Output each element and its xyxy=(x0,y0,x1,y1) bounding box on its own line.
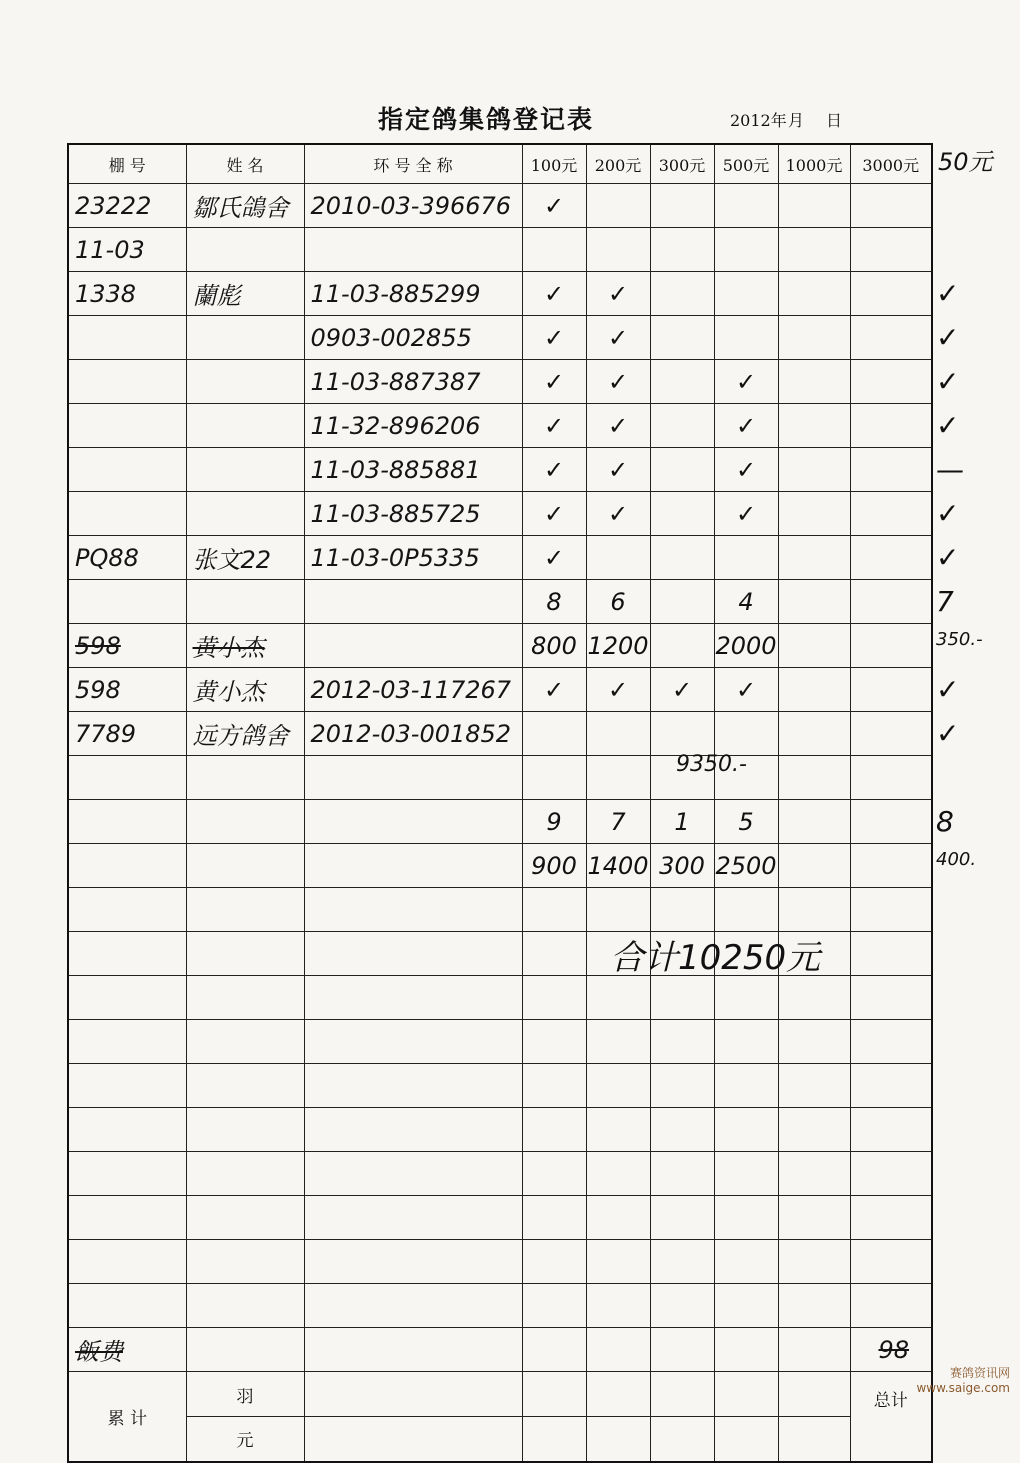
amount-c1000-cell xyxy=(778,404,850,448)
amount-c500-cell: 5 xyxy=(714,800,778,844)
amount-c200-cell xyxy=(586,536,650,580)
ring-cell: 2012-03-117267 xyxy=(304,668,522,712)
amount-c300-cell xyxy=(650,492,714,536)
amount-c500-cell: 2000 xyxy=(714,624,778,668)
name-cell: 黄小杰 xyxy=(186,668,304,712)
name-cell: 鄒氏鴿舍 xyxy=(186,184,304,228)
extra-50-cell: ✓ xyxy=(936,717,960,750)
ring-cell: 11-03-0P5335 xyxy=(304,536,522,580)
col-ring: 环 号 全 称 xyxy=(304,144,522,184)
amount-c100-cell: ✓ xyxy=(522,404,586,448)
amount-c300-cell xyxy=(650,316,714,360)
amount-c100-cell xyxy=(522,228,586,272)
ring-cell xyxy=(304,844,522,888)
name-cell: 黄小杰 xyxy=(186,624,304,668)
amount-c3000-cell xyxy=(850,404,932,448)
amount-c300-cell xyxy=(650,536,714,580)
amount-c300-cell xyxy=(650,228,714,272)
amount-c200-cell xyxy=(586,756,650,800)
amount-c500-cell: ✓ xyxy=(714,668,778,712)
table-row xyxy=(68,272,932,316)
amount-c1000-cell xyxy=(778,756,850,800)
table-row xyxy=(68,492,932,536)
amount-c500-cell: ✓ xyxy=(714,404,778,448)
amount-c200-cell xyxy=(586,184,650,228)
table-row-blank xyxy=(68,1240,932,1284)
loft-cell: PQ88 xyxy=(68,536,186,580)
amount-c3000-cell xyxy=(850,448,932,492)
col-300: 300元 xyxy=(650,144,714,184)
col-1000: 1000元 xyxy=(778,144,850,184)
date-day: 日 xyxy=(826,111,843,130)
amount-c3000-cell xyxy=(850,492,932,536)
ring-cell: 11-03-885299 xyxy=(304,272,522,316)
yuan-label: 元 xyxy=(186,1417,304,1462)
amount-c500-cell xyxy=(714,228,778,272)
amount-c100-cell: ✓ xyxy=(522,536,586,580)
amount-c1000-cell xyxy=(778,228,850,272)
amount-c500-cell: 4 xyxy=(714,580,778,624)
amount-c3000-cell xyxy=(850,360,932,404)
loft-cell: 7789 xyxy=(68,712,186,756)
amount-c200-cell: ✓ xyxy=(586,360,650,404)
table-row xyxy=(68,800,932,844)
amount-c500-cell xyxy=(714,272,778,316)
amount-c200-cell xyxy=(586,712,650,756)
amount-c100-cell: 800 xyxy=(522,624,586,668)
col-500: 500元 xyxy=(714,144,778,184)
loft-cell: 598 xyxy=(68,668,186,712)
fee-row xyxy=(68,1328,932,1372)
name-cell xyxy=(186,492,304,536)
loft-cell xyxy=(68,756,186,800)
table-row xyxy=(68,448,932,492)
ring-cell xyxy=(304,756,522,800)
loft-cell xyxy=(68,492,186,536)
amount-c1000-cell xyxy=(778,448,850,492)
col-name: 姓 名 xyxy=(186,144,304,184)
amount-c3000-cell xyxy=(850,624,932,668)
amount-c200-cell: 1200 xyxy=(586,624,650,668)
amount-c1000-cell xyxy=(778,272,850,316)
amount-c1000-cell xyxy=(778,536,850,580)
table-row xyxy=(68,756,932,800)
col-loft: 棚 号 xyxy=(68,144,186,184)
amount-c1000-cell xyxy=(778,800,850,844)
amount-c300-cell xyxy=(650,360,714,404)
amount-c500-cell xyxy=(714,536,778,580)
table-row-blank xyxy=(68,888,932,932)
loft-cell: 11-03 xyxy=(68,228,186,272)
amount-c1000-cell xyxy=(778,668,850,712)
amount-c200-cell: ✓ xyxy=(586,272,650,316)
amount-c100-cell: ✓ xyxy=(522,360,586,404)
extra-50-cell: ✓ xyxy=(936,321,960,354)
name-cell xyxy=(186,404,304,448)
registration-table xyxy=(67,143,933,1463)
extra-50-cell: ✓ xyxy=(936,497,960,530)
amount-c300-cell xyxy=(650,580,714,624)
amount-c3000-cell xyxy=(850,536,932,580)
cumulative-row-feather xyxy=(68,1372,932,1417)
amount-c100-cell: ✓ xyxy=(522,272,586,316)
loft-cell: 598 xyxy=(68,624,186,668)
table-row xyxy=(68,844,932,888)
feather-label: 羽 xyxy=(186,1372,304,1417)
amount-c300-cell: 300 xyxy=(650,844,714,888)
amount-c200-cell: ✓ xyxy=(586,492,650,536)
amount-c1000-cell xyxy=(778,712,850,756)
amount-c500-cell xyxy=(714,316,778,360)
subtotal-note: 9350.- xyxy=(676,752,747,777)
loft-cell xyxy=(68,404,186,448)
watermark-url: www.saige.com xyxy=(916,1381,1010,1395)
total-label: 总计 xyxy=(850,1372,932,1462)
loft-cell xyxy=(68,800,186,844)
amount-c3000-cell xyxy=(850,184,932,228)
loft-cell xyxy=(68,360,186,404)
ring-cell xyxy=(304,624,522,668)
loft-cell: 1338 xyxy=(68,272,186,316)
ring-cell xyxy=(304,800,522,844)
amount-c3000-cell xyxy=(850,756,932,800)
amount-c300-cell xyxy=(650,624,714,668)
amount-c200-cell: ✓ xyxy=(586,316,650,360)
grand-total-note: 合计10250元 xyxy=(610,938,821,978)
amount-c3000-cell xyxy=(850,316,932,360)
name-cell xyxy=(186,360,304,404)
name-cell: 远方鸽舍 xyxy=(186,712,304,756)
col-200: 200元 xyxy=(586,144,650,184)
amount-c200-cell xyxy=(586,228,650,272)
amount-c1000-cell xyxy=(778,492,850,536)
name-cell: 张文22 xyxy=(186,536,304,580)
loft-cell: 23222 xyxy=(68,184,186,228)
amount-c100-cell: 900 xyxy=(522,844,586,888)
cumulative-label: 累 计 xyxy=(68,1372,186,1462)
extra-column-header: 50元 xyxy=(938,148,993,176)
watermark-name: 赛鸽资讯网 xyxy=(949,1366,1010,1380)
name-cell xyxy=(186,316,304,360)
table-row-blank xyxy=(68,1152,932,1196)
ring-cell: 11-03-885881 xyxy=(304,448,522,492)
amount-c500-cell: ✓ xyxy=(714,360,778,404)
amount-c100-cell: ✓ xyxy=(522,448,586,492)
name-cell xyxy=(186,844,304,888)
extra-50-cell: ✓ xyxy=(936,365,960,398)
amount-c1000-cell xyxy=(778,844,850,888)
amount-c3000-cell xyxy=(850,844,932,888)
amount-c100-cell: ✓ xyxy=(522,668,586,712)
crossed-total: 98 xyxy=(850,1328,932,1372)
amount-c500-cell: ✓ xyxy=(714,492,778,536)
col-3000: 3000元 xyxy=(850,144,932,184)
extra-50-cell: 350.- xyxy=(936,629,983,650)
amount-c1000-cell xyxy=(778,580,850,624)
date-month: 月 xyxy=(788,111,805,130)
amount-c500-cell: ✓ xyxy=(714,448,778,492)
table-row-blank xyxy=(68,1284,932,1328)
table-row xyxy=(68,184,932,228)
extra-50-cell: 7 xyxy=(936,585,954,618)
amount-c1000-cell xyxy=(778,360,850,404)
amount-c300-cell: 1 xyxy=(650,800,714,844)
extra-50-cell: ✓ xyxy=(936,541,960,574)
ring-cell: 0903-002855 xyxy=(304,316,522,360)
amount-c200-cell: ✓ xyxy=(586,448,650,492)
table-row xyxy=(68,316,932,360)
extra-50-cell: 8 xyxy=(936,805,954,838)
name-cell xyxy=(186,580,304,624)
name-cell xyxy=(186,756,304,800)
amount-c3000-cell xyxy=(850,668,932,712)
ring-cell xyxy=(304,580,522,624)
ring-cell xyxy=(304,228,522,272)
ring-cell: 2010-03-396676 xyxy=(304,184,522,228)
cumulative-row-yuan xyxy=(68,1417,932,1462)
ring-cell: 11-03-885725 xyxy=(304,492,522,536)
amount-c100-cell: ✓ xyxy=(522,184,586,228)
amount-c3000-cell xyxy=(850,580,932,624)
table-row-blank xyxy=(68,1196,932,1240)
extra-50-cell: ✓ xyxy=(936,673,960,706)
amount-c300-cell xyxy=(650,272,714,316)
amount-c100-cell: ✓ xyxy=(522,492,586,536)
amount-c1000-cell xyxy=(778,184,850,228)
amount-c300-cell: ✓ xyxy=(650,668,714,712)
name-cell xyxy=(186,800,304,844)
amount-c100-cell: 8 xyxy=(522,580,586,624)
table-row-blank xyxy=(68,1020,932,1064)
loft-cell xyxy=(68,316,186,360)
loft-cell xyxy=(68,580,186,624)
amount-c300-cell xyxy=(650,448,714,492)
form-title: 指定鸽集鸽登记表 xyxy=(378,105,595,134)
extra-50-cell: ✓ xyxy=(936,277,960,310)
extra-50-cell: 400. xyxy=(936,849,977,870)
name-cell xyxy=(186,228,304,272)
amount-c1000-cell xyxy=(778,624,850,668)
amount-c1000-cell xyxy=(778,316,850,360)
name-cell: 蘭彪 xyxy=(186,272,304,316)
amount-c200-cell: 1400 xyxy=(586,844,650,888)
amount-c100-cell: ✓ xyxy=(522,316,586,360)
table-row xyxy=(68,404,932,448)
extra-50-cell: — xyxy=(936,453,964,486)
amount-c500-cell xyxy=(714,712,778,756)
amount-c500-cell xyxy=(714,184,778,228)
ring-cell: 2012-03-001852 xyxy=(304,712,522,756)
amount-c300-cell xyxy=(650,712,714,756)
ring-cell: 11-32-896206 xyxy=(304,404,522,448)
loft-cell xyxy=(68,844,186,888)
form-date xyxy=(730,108,842,131)
table-row-blank xyxy=(68,1108,932,1152)
amount-c3000-cell xyxy=(850,800,932,844)
table-row xyxy=(68,536,932,580)
watermark xyxy=(916,1364,1010,1395)
amount-c3000-cell xyxy=(850,228,932,272)
table-row-blank xyxy=(68,1064,932,1108)
table-row xyxy=(68,228,932,272)
table-header-row xyxy=(68,144,932,184)
table-row xyxy=(68,624,932,668)
amount-c300-cell xyxy=(650,404,714,448)
extra-50-cell: ✓ xyxy=(936,409,960,442)
amount-c200-cell: 6 xyxy=(586,580,650,624)
amount-c200-cell: 7 xyxy=(586,800,650,844)
table-row xyxy=(68,668,932,712)
amount-c100-cell xyxy=(522,756,586,800)
ring-cell: 11-03-887387 xyxy=(304,360,522,404)
fee-label: 飯费 xyxy=(68,1328,186,1372)
amount-c500-cell: 2500 xyxy=(714,844,778,888)
table-row xyxy=(68,360,932,404)
date-year: 2012年 xyxy=(730,111,787,130)
col-100: 100元 xyxy=(522,144,586,184)
table-row xyxy=(68,580,932,624)
amount-c200-cell: ✓ xyxy=(586,668,650,712)
name-cell xyxy=(186,448,304,492)
table-row xyxy=(68,712,932,756)
amount-c100-cell xyxy=(522,712,586,756)
amount-c3000-cell xyxy=(850,272,932,316)
amount-c300-cell xyxy=(650,184,714,228)
amount-c200-cell: ✓ xyxy=(586,404,650,448)
loft-cell xyxy=(68,448,186,492)
table-row-blank xyxy=(68,976,932,1020)
amount-c3000-cell xyxy=(850,712,932,756)
amount-c100-cell: 9 xyxy=(522,800,586,844)
